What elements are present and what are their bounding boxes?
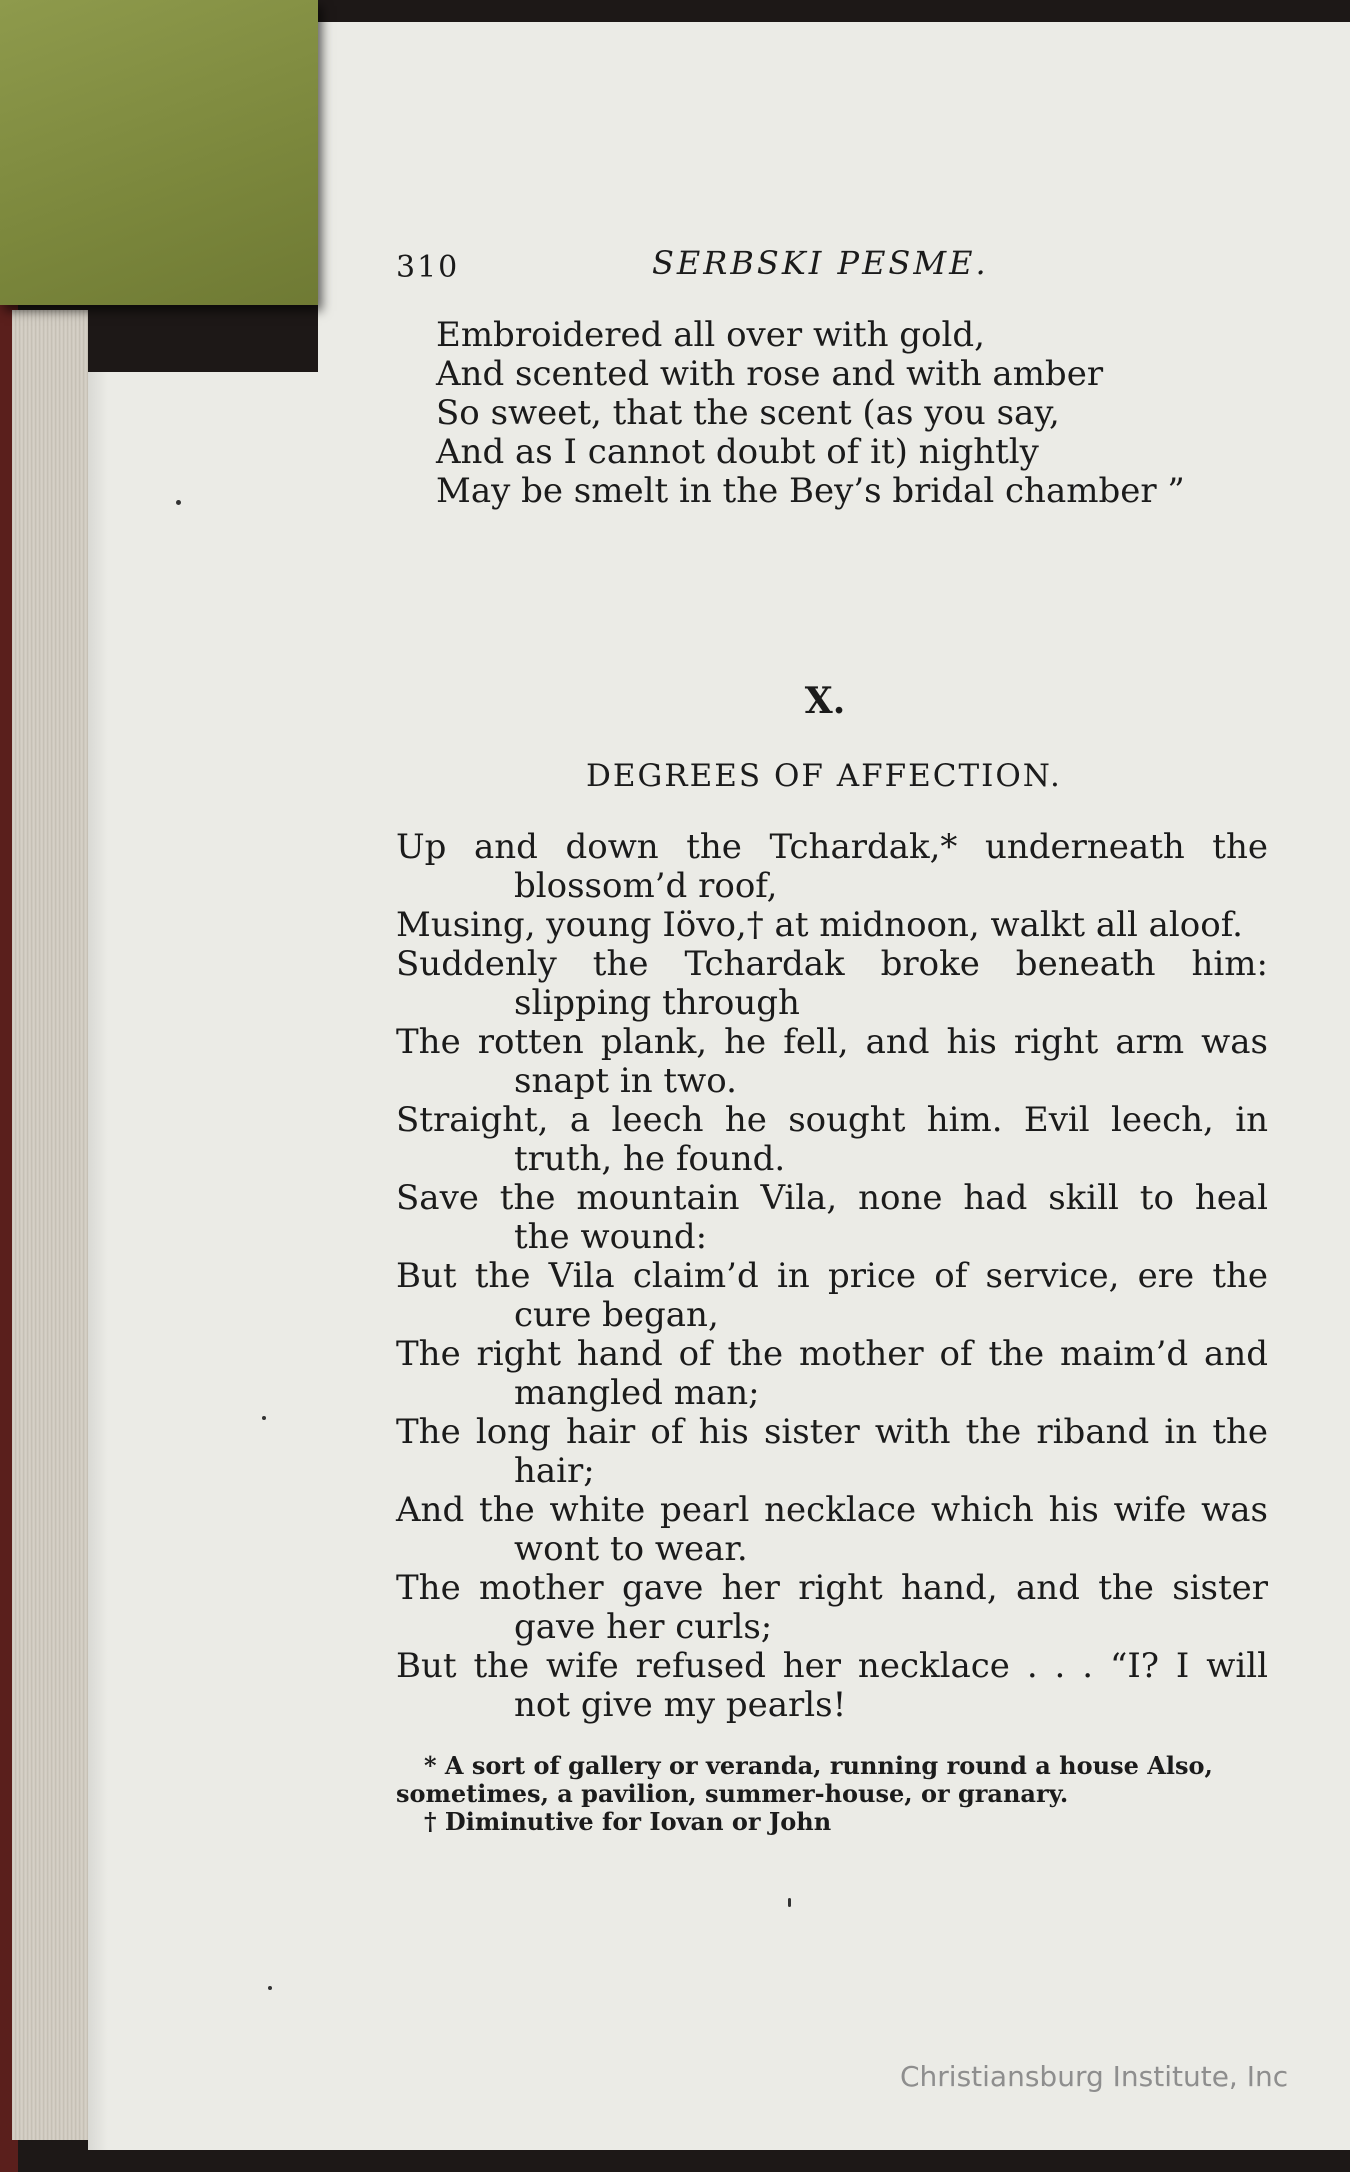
gutter-shadow [88,372,108,2150]
section-title: DEGREES OF AFFECTION. [586,758,1062,794]
poem-line: The rotten plank, he fell, and his right arm was [396,1022,1268,1062]
page-stack-edge [12,310,92,2140]
poem-couplet [396,1101,1268,1179]
poem-couplet [396,1491,1268,1569]
poem-couplet [396,906,1268,945]
poem-line-continuation: not give my pearls! [514,1685,847,1725]
poem-line-continuation: blossom’d roof, [514,866,778,906]
footnote-iovo: † Diminutive for Iovan or John [424,1807,832,1836]
speck [262,1416,266,1420]
poem-line: The long hair of his sister with the riband in the [396,1412,1268,1452]
poem-line: Save the mountain Vila, none had skill to heal [396,1178,1268,1218]
speck [788,1898,791,1907]
poem-couplet [396,828,1268,906]
poem-line-continuation: mangled man; [514,1373,760,1413]
poem-couplet [396,1023,1268,1101]
poem-couplet [396,1257,1268,1335]
running-head: SERBSKI PESME. [652,244,989,282]
poem-couplet [396,1413,1268,1491]
poem-line: The right hand of the mother of the maim’d and [396,1334,1268,1374]
poem-couplet [396,1647,1268,1725]
poem-line: But the wife refused her necklace . . . “I? I will [396,1646,1268,1686]
poem-couplet [396,945,1268,1023]
poem-line: The mother gave her right hand, and the sister [396,1568,1268,1608]
poem-line: And the white pearl necklace which his wife was [396,1490,1268,1530]
poem-line-continuation: the wound: [514,1217,708,1257]
poem-line-continuation: slipping through [514,983,800,1023]
section-numeral: X. [804,680,846,722]
watermark: Christiansburg Institute, Inc [900,2060,1289,2093]
poem-line-continuation: snapt in two. [514,1061,737,1101]
poem-line: And scented with rose and with amber [436,354,1104,394]
poem-line: Straight, a leech he sought him. Evil leech, in [396,1100,1268,1140]
poem-couplet [396,1569,1268,1647]
poem-body [396,828,1268,1725]
footnotes [396,1752,1276,1836]
poem-line: Suddenly the Tchardak broke beneath him: [396,944,1268,984]
page-number: 310 [396,250,460,285]
speck [268,1986,272,1990]
green-book-cover [0,0,318,305]
speck [176,500,181,505]
poem-line-continuation: truth, he found. [514,1139,786,1179]
poem-line-continuation: cure began, [514,1295,719,1335]
poem-line-continuation: hair; [514,1451,595,1491]
poem-line: Musing, young Iövo,† at midnoon, walkt all aloof. [396,905,1243,945]
poem-line: Embroidered all over with gold, [436,315,985,355]
poem-line-continuation: wont to wear. [514,1529,748,1569]
poem-line: May be smelt in the Bey’s bridal chamber ” [436,471,1185,511]
poem-couplet [396,1179,1268,1257]
footnote-tchardak-cont: sometimes, a pavilion, summer-house, or granary. [396,1779,1069,1808]
previous-poem-ending [436,316,1256,511]
poem-line: Up and down the Tchardak,* underneath the [396,827,1268,867]
poem-line: And as I cannot doubt of it) nightly [436,432,1039,472]
poem-line-continuation: gave her curls; [514,1607,773,1647]
footnote-tchardak: * A sort of gallery or veranda, running round a house Also, [424,1751,1213,1780]
poem-couplet [396,1335,1268,1413]
poem-line: But the Vila claim’d in price of service, ere the [396,1256,1268,1296]
poem-line: So sweet, that the scent (as you say, [436,393,1060,433]
